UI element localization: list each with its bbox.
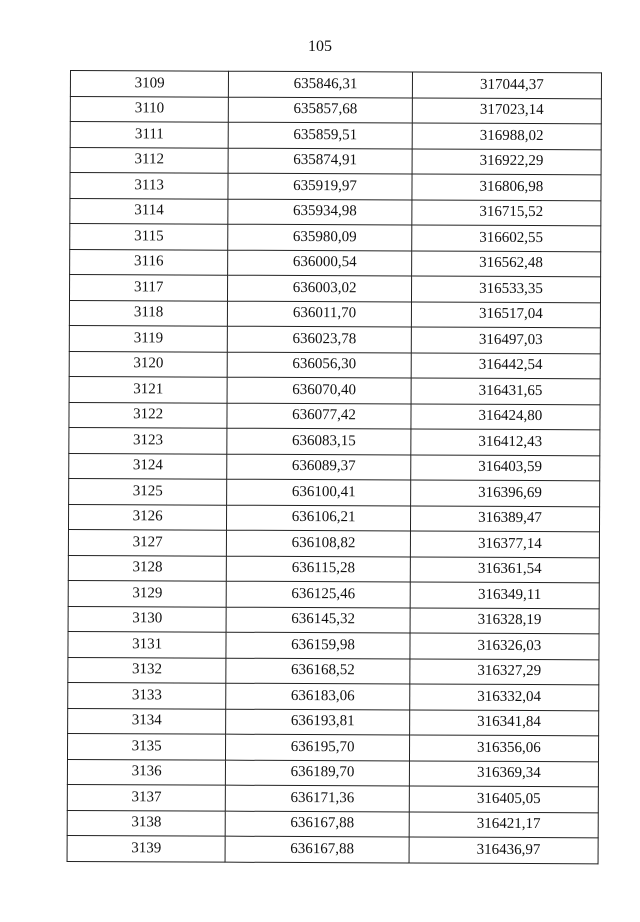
point-number-cell: 3139 — [67, 835, 225, 861]
point-number-cell: 3135 — [67, 733, 225, 759]
x-coordinate-cell: 636056,30 — [227, 352, 411, 378]
point-number-cell: 3119 — [69, 325, 227, 351]
point-number-cell: 3113 — [70, 173, 228, 199]
table-row — [70, 96, 601, 124]
point-number-cell: 3129 — [68, 580, 226, 606]
table-row — [69, 453, 600, 481]
point-number-cell: 3125 — [69, 478, 227, 504]
table-row — [70, 224, 601, 252]
x-coordinate-cell: 636171,36 — [226, 785, 410, 811]
page-number: 105 — [308, 38, 332, 55]
point-number-cell: 3131 — [68, 631, 226, 657]
table-row — [69, 402, 600, 430]
y-coordinate-cell: 316715,52 — [412, 199, 601, 225]
point-number-cell: 3116 — [70, 249, 228, 275]
point-number-cell: 3117 — [69, 275, 227, 301]
table-row — [70, 122, 601, 150]
table-row — [68, 682, 599, 710]
point-number-cell: 3130 — [68, 606, 226, 632]
y-coordinate-cell: 316389,47 — [410, 505, 599, 531]
y-coordinate-cell: 316361,54 — [410, 556, 599, 582]
point-number-cell: 3112 — [70, 147, 228, 173]
x-coordinate-cell: 636023,78 — [228, 326, 412, 352]
table-row — [69, 478, 600, 506]
point-number-cell: 3134 — [68, 708, 226, 734]
point-number-cell: 3138 — [67, 810, 225, 836]
table-row — [68, 580, 599, 608]
x-coordinate-cell: 636108,82 — [227, 530, 411, 556]
y-coordinate-cell: 316517,04 — [411, 301, 600, 327]
table-row — [70, 173, 601, 201]
point-number-cell: 3137 — [67, 784, 225, 810]
x-coordinate-cell: 636115,28 — [227, 556, 411, 582]
x-coordinate-cell: 635934,98 — [228, 199, 412, 225]
x-coordinate-cell: 635980,09 — [228, 224, 412, 250]
x-coordinate-cell: 635859,51 — [228, 122, 412, 148]
x-coordinate-cell: 636077,42 — [227, 403, 411, 429]
point-number-cell: 3124 — [69, 453, 227, 479]
y-coordinate-cell: 316396,69 — [410, 480, 599, 506]
y-coordinate-cell: 316431,65 — [411, 378, 600, 404]
y-coordinate-cell: 316328,19 — [410, 607, 599, 633]
y-coordinate-cell: 316424,80 — [411, 403, 600, 429]
table-row — [68, 708, 599, 736]
table-row — [69, 300, 600, 328]
x-coordinate-cell: 635846,31 — [229, 71, 413, 97]
table-row — [69, 376, 600, 404]
x-coordinate-cell: 636083,15 — [227, 428, 411, 454]
point-number-cell: 3111 — [70, 122, 228, 148]
y-coordinate-cell: 316369,34 — [409, 760, 598, 786]
point-number-cell: 3115 — [70, 224, 228, 250]
x-coordinate-cell: 636100,41 — [227, 479, 411, 505]
y-coordinate-cell: 317044,37 — [412, 72, 601, 98]
point-number-cell: 3133 — [68, 682, 226, 708]
y-coordinate-cell: 316497,03 — [411, 327, 600, 353]
table-row — [68, 529, 599, 557]
y-coordinate-cell: 316332,04 — [410, 684, 599, 710]
x-coordinate-cell: 636000,54 — [228, 250, 412, 276]
table-row — [67, 810, 598, 838]
y-coordinate-cell: 316377,14 — [410, 531, 599, 557]
point-number-cell: 3126 — [68, 504, 226, 530]
y-coordinate-cell: 316412,43 — [411, 429, 600, 455]
x-coordinate-cell: 636168,52 — [226, 658, 410, 684]
y-coordinate-cell: 316421,17 — [409, 811, 598, 837]
x-coordinate-cell: 635874,91 — [228, 148, 412, 174]
y-coordinate-cell: 316405,05 — [409, 786, 598, 812]
table-row — [69, 275, 600, 303]
y-coordinate-cell: 316341,84 — [409, 709, 598, 735]
table-row — [67, 759, 598, 787]
y-coordinate-cell: 316988,02 — [412, 123, 601, 149]
table-row — [69, 351, 600, 379]
x-coordinate-cell: 636011,70 — [228, 301, 412, 327]
y-coordinate-cell: 316327,29 — [410, 658, 599, 684]
point-number-cell: 3127 — [68, 529, 226, 555]
point-number-cell: 3120 — [69, 351, 227, 377]
x-coordinate-cell: 635919,97 — [228, 173, 412, 199]
table-row — [69, 427, 600, 455]
x-coordinate-cell: 636159,98 — [226, 632, 410, 658]
y-coordinate-cell: 316562,48 — [411, 250, 600, 276]
x-coordinate-cell: 636003,02 — [228, 275, 412, 301]
table-row — [70, 147, 601, 175]
table-row — [67, 733, 598, 761]
x-coordinate-cell: 636070,40 — [227, 377, 411, 403]
y-coordinate-cell: 317023,14 — [412, 97, 601, 123]
x-coordinate-cell: 636189,70 — [226, 760, 410, 786]
x-coordinate-cell: 636145,32 — [226, 607, 410, 633]
x-coordinate-cell: 635857,68 — [229, 97, 413, 123]
point-number-cell: 3122 — [69, 402, 227, 428]
x-coordinate-cell: 636167,88 — [225, 811, 409, 837]
table-body — [67, 71, 601, 864]
table-row — [68, 631, 599, 659]
x-coordinate-cell: 636195,70 — [226, 734, 410, 760]
point-number-cell: 3136 — [67, 759, 225, 785]
table-row — [68, 606, 599, 634]
point-number-cell: 3123 — [69, 427, 227, 453]
y-coordinate-cell: 316436,97 — [409, 837, 598, 863]
point-number-cell: 3110 — [70, 96, 228, 122]
x-coordinate-cell: 636089,37 — [227, 454, 411, 480]
x-coordinate-cell: 636106,21 — [227, 505, 411, 531]
table-row — [70, 198, 601, 226]
table-row — [70, 71, 601, 99]
y-coordinate-cell: 316533,35 — [411, 276, 600, 302]
table-row — [67, 835, 598, 863]
point-number-cell: 3128 — [68, 555, 226, 581]
y-coordinate-cell: 316403,59 — [411, 454, 600, 480]
coordinates-table — [67, 70, 602, 864]
table-row — [69, 325, 600, 353]
y-coordinate-cell: 316349,11 — [410, 582, 599, 608]
point-number-cell: 3118 — [69, 300, 227, 326]
y-coordinate-cell: 316326,03 — [410, 633, 599, 659]
y-coordinate-cell: 316602,55 — [412, 225, 601, 251]
table-row — [68, 555, 599, 583]
x-coordinate-cell: 636193,81 — [226, 709, 410, 735]
x-coordinate-cell: 636183,06 — [226, 683, 410, 709]
x-coordinate-cell: 636167,88 — [225, 836, 409, 862]
x-coordinate-cell: 636125,46 — [226, 581, 410, 607]
table-row — [68, 657, 599, 685]
point-number-cell: 3109 — [70, 71, 228, 97]
point-number-cell: 3114 — [70, 198, 228, 224]
y-coordinate-cell: 316922,29 — [412, 148, 601, 174]
y-coordinate-cell: 316806,98 — [412, 174, 601, 200]
point-number-cell: 3132 — [68, 657, 226, 683]
point-number-cell: 3121 — [69, 376, 227, 402]
y-coordinate-cell: 316356,06 — [409, 735, 598, 761]
table-row — [68, 504, 599, 532]
table-row — [70, 249, 601, 277]
y-coordinate-cell: 316442,54 — [411, 352, 600, 378]
table-row — [67, 784, 598, 812]
